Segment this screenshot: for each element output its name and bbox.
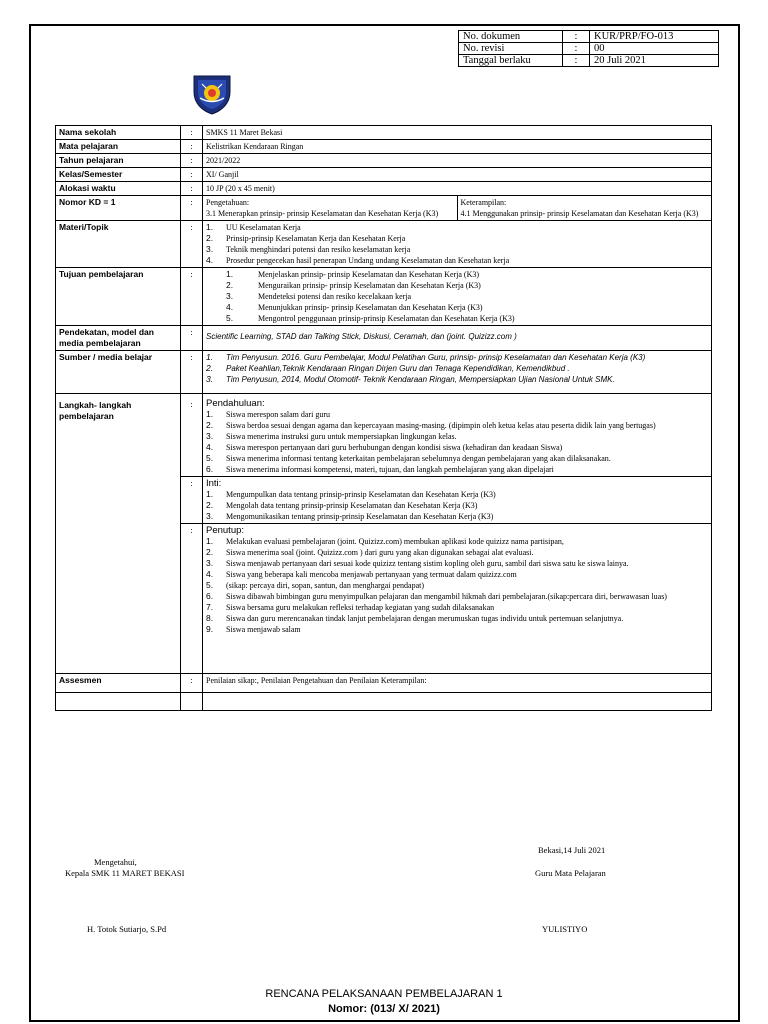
row-sumber [56,351,712,394]
list-item: 2. Paket Keahlian,Teknik Kendaraan Ringan Dirjen Guru dan Tenaga Kependidikan, Kemendikbud . [206,363,570,373]
sumber-list [206,352,708,385]
colon: : [181,182,203,196]
signature-left-name: H. Totok Sutiarjo, S.Pd [87,924,167,934]
row-label: Tahun pelajaran [56,154,181,168]
list-item: 1. Siswa merespon salam dari guru [206,409,330,419]
school-logo [188,74,236,116]
pendahuluan-list [206,409,708,475]
row-assesmen [56,674,712,693]
colon: : [181,126,203,140]
pendahuluan-heading: Pendahuluan: [206,398,265,409]
row-value: XI/ Ganjil [203,168,712,182]
list-item: 2. Siswa berdoa sesuai dengan agama dan kepercayaan masing-masing. (dipimpin oleh ketua kelas atau peserta didik lain yang bertugas) [206,420,656,430]
colon: : [181,140,203,154]
list-item: 5. Siswa menerima informasi tentang keterkaitan pembelajaran sebelumnya dengan pembelajaran yang akan dilaksanakan. [206,453,611,463]
row-mata-pelajaran [56,140,712,154]
signature-left-role: Kepala SMK 11 MARET BEKASI [65,868,185,878]
list-item: 1. Menjelaskan prinsip- prinsip Keselamatan dan Kesehatan Kerja (K3) [226,269,480,279]
list-item: 6. Siswa menerima informasi kompetensi, materi, tujuan, dan langkah pembelajaran yang akan dipelajari [206,464,554,474]
row-tujuan [56,268,712,326]
colon: : [181,524,203,674]
list-item: 4. Siswa yang beberapa kali mencoba menjawab pertanyaan yang termuat dalam quizizz.com [206,569,517,579]
list-item: 3. Teknik menghindari potensi dan resiko keselamatan kerja [206,244,411,254]
colon: : [181,674,203,693]
doc-info-sep: : [563,55,590,67]
list-item: 4. Siswa merespon pertanyaan dari guru berhubungan dengan kondisi siswa (kehadiran dan keadaan Siswa) [206,442,563,452]
row-pendekatan [56,326,712,351]
doc-info-row [459,43,719,55]
document-title: RENCANA PELAKSANAAN PEMBELAJARAN 1 [265,988,503,1000]
list-item: 4. Prosedur pengecekan hasil penerapan Undang undang Keselamatan dan Kesehatan kerja [206,255,510,265]
document-info-table [458,30,719,67]
list-item: 1. UU Keselamatan Kerja [206,222,301,232]
colon: : [181,268,203,326]
row-langkah-pendahuluan [56,394,712,477]
list-item: 5. (sikap: percaya diri, sopan, santun, dan menghargai pendapat) [206,580,425,590]
kd-keterampilan-text: 4.1 Menggunakan prinsip- prinsip Keselamatan dan Kesehatan Kerja (K3) [460,209,699,218]
row-label: Assesmen [56,674,181,693]
row-value: Kelistrikan Kendaraan Ringan [203,140,712,154]
colon: : [181,477,203,524]
list-item: 3. Mendeteksi potensi dan resiko kecelakaan kerja [226,291,412,301]
colon: : [181,168,203,182]
row-label: Langkah- langkah pembelajaran [56,394,181,674]
list-item: 3. Tim Penyusun, 2014, Modul Otomotif- Teknik Kendaraan Ringan, Mempersiapkan Ujian Nasional Untuk SMK. [206,374,615,384]
penutup-list [206,536,708,635]
row-label: Alokasi waktu [56,182,181,196]
colon: : [181,154,203,168]
row-label: Sumber / media belajar [56,351,181,394]
colon: : [181,351,203,394]
row-label: Pendekatan, model dan media pembelajaran [56,326,181,351]
row-value: 10 JP (20 x 45 menit) [203,182,712,196]
doc-info-key: No. revisi [459,43,563,55]
list-item: 1. Tim Penyusun. 2016. Guru Pembelajar, Modul Pelatihan Guru, prinsip- prinsip Keselamatan dan Kesehatan Kerja (K3) [206,352,646,362]
signature-left-title: Mengetahui, [94,857,137,867]
list-item: 1. Mengumpulkan data tentang prinsip-prinsip Keselamatan dan Kesehatan Kerja (K3) [206,489,496,499]
row-label: Materi/Topik [56,221,181,268]
list-item: 6. Siswa dibawah bimbingan guru menyimpulkan pelajaran dan mengambil hikmah dari pembelajaran.(sikap:percara diri, berwawasan luas) [206,591,667,601]
signature-right-name: YULISTIYO [542,924,588,934]
row-value: SMKS 11 Maret Bekasi [203,126,712,140]
colon: : [181,221,203,268]
list-item: 5. Mengontrol penggunaan prinsip-prinsip Keselamatan dan Kesehatan Kerja (K3) [226,313,515,323]
colon: : [181,196,203,221]
row-label: Mata pelajaran [56,140,181,154]
list-item: 9. Siswa menjawab salam [206,624,301,634]
signature-place-date: Bekasi,14 Juli 2021 [538,845,606,855]
penutup-heading: Penutup: [206,525,245,536]
row-empty [56,693,712,711]
list-item: 2. Siswa menerima soal (joint. Quizizz.com ) dari guru yang akan digunakan sebagai alat evaluasi. [206,547,534,557]
materi-list [206,222,708,266]
row-value: Scientific Learning, STAD dan Talking Stick, Diskusi, Ceramah, dan (joint. Quizizz.com ) [203,326,712,351]
row-kelas-semester [56,168,712,182]
lesson-plan-table [55,125,712,711]
doc-info-row [459,55,719,67]
signature-right-role: Guru Mata Pelajaran [535,868,606,878]
row-label: Tujuan pembelajaran [56,268,181,326]
tujuan-list [206,269,708,324]
row-alokasi-waktu [56,182,712,196]
row-nomor-kd [56,196,712,221]
doc-info-sep: : [563,31,590,43]
colon: : [181,394,203,477]
kd-pengetahuan-head: Pengetahuan: [206,198,250,207]
doc-info-row [459,31,719,43]
list-item: 3. Mengomunikasikan tentang prinsip-prinsip Keselamatan dan Kesehatan Kerja (K3) [206,511,494,521]
document-number: Nomor: (013/ X/ 2021) [328,1003,440,1015]
list-item: 2. Menguraikan prinsip- prinsip Keselamatan dan Kesehatan Kerja (K3) [226,280,481,290]
row-value: Penilaian sikap:, Penilaian Pengetahuan dan Penilaian Keterampilan: [203,674,712,693]
doc-info-value: KUR/PRP/FO-013 [590,31,719,43]
list-item: 8. Siswa dan guru merencanakan tindak lanjut pembelajaran dengan merumuskan tugas individu untuk pertemuan selanjutnya. [206,613,624,623]
row-label: Kelas/Semester [56,168,181,182]
list-item: 2. Prinsip-prinsip Keselamatan Kerja dan Kesehatan Kerja [206,233,406,243]
kd-pengetahuan-text: 3.1 Menerapkan prinsip- prinsip Keselamatan dan Kesehatan Kerja (K3) [206,209,439,218]
doc-info-value: 20 Juli 2021 [590,55,719,67]
row-label: Nama sekolah [56,126,181,140]
row-nama-sekolah [56,126,712,140]
kd-keterampilan-head: Keterampilan: [460,198,507,207]
doc-info-key: Tanggal berlaku [459,55,563,67]
list-item: 3. Siswa menerima instruksi guru untuk mempersiapkan lingkungan kelas. [206,431,457,441]
list-item: 1. Melakukan evaluasi pembelajaran (joint. Quizizz.com) membukan aplikasi kode quizizz nama partisipan, [206,536,564,546]
list-item: 7. Siswa bersama guru melakukan refleksi terhadap kegiatan yang sudah dilaksanakan [206,602,495,612]
list-item: 4. Menunjukkan prinsip- prinsip Keselamatan dan Kesehatan Kerja (K3) [226,302,483,312]
list-item: 3. Siswa menjawab pertanyaan dari sesuai kode quizizz tentang sistim kopling oleh guru, sambil dari siswa satu ke siswa lainya. [206,558,629,568]
kd-columns [203,196,711,220]
list-item: 2. Mengolah data tentang prinsip-prinsip Keselamatan dan Kesehatan Kerja (K3) [206,500,478,510]
colon: : [181,326,203,351]
inti-list [206,489,708,522]
doc-info-key: No. dokumen [459,31,563,43]
row-value: 2021/2022 [203,154,712,168]
row-materi [56,221,712,268]
doc-info-value: 00 [590,43,719,55]
row-label: Nomor KD = 1 [56,196,181,221]
row-tahun-pelajaran [56,154,712,168]
inti-heading: Inti: [206,478,222,489]
doc-info-sep: : [563,43,590,55]
